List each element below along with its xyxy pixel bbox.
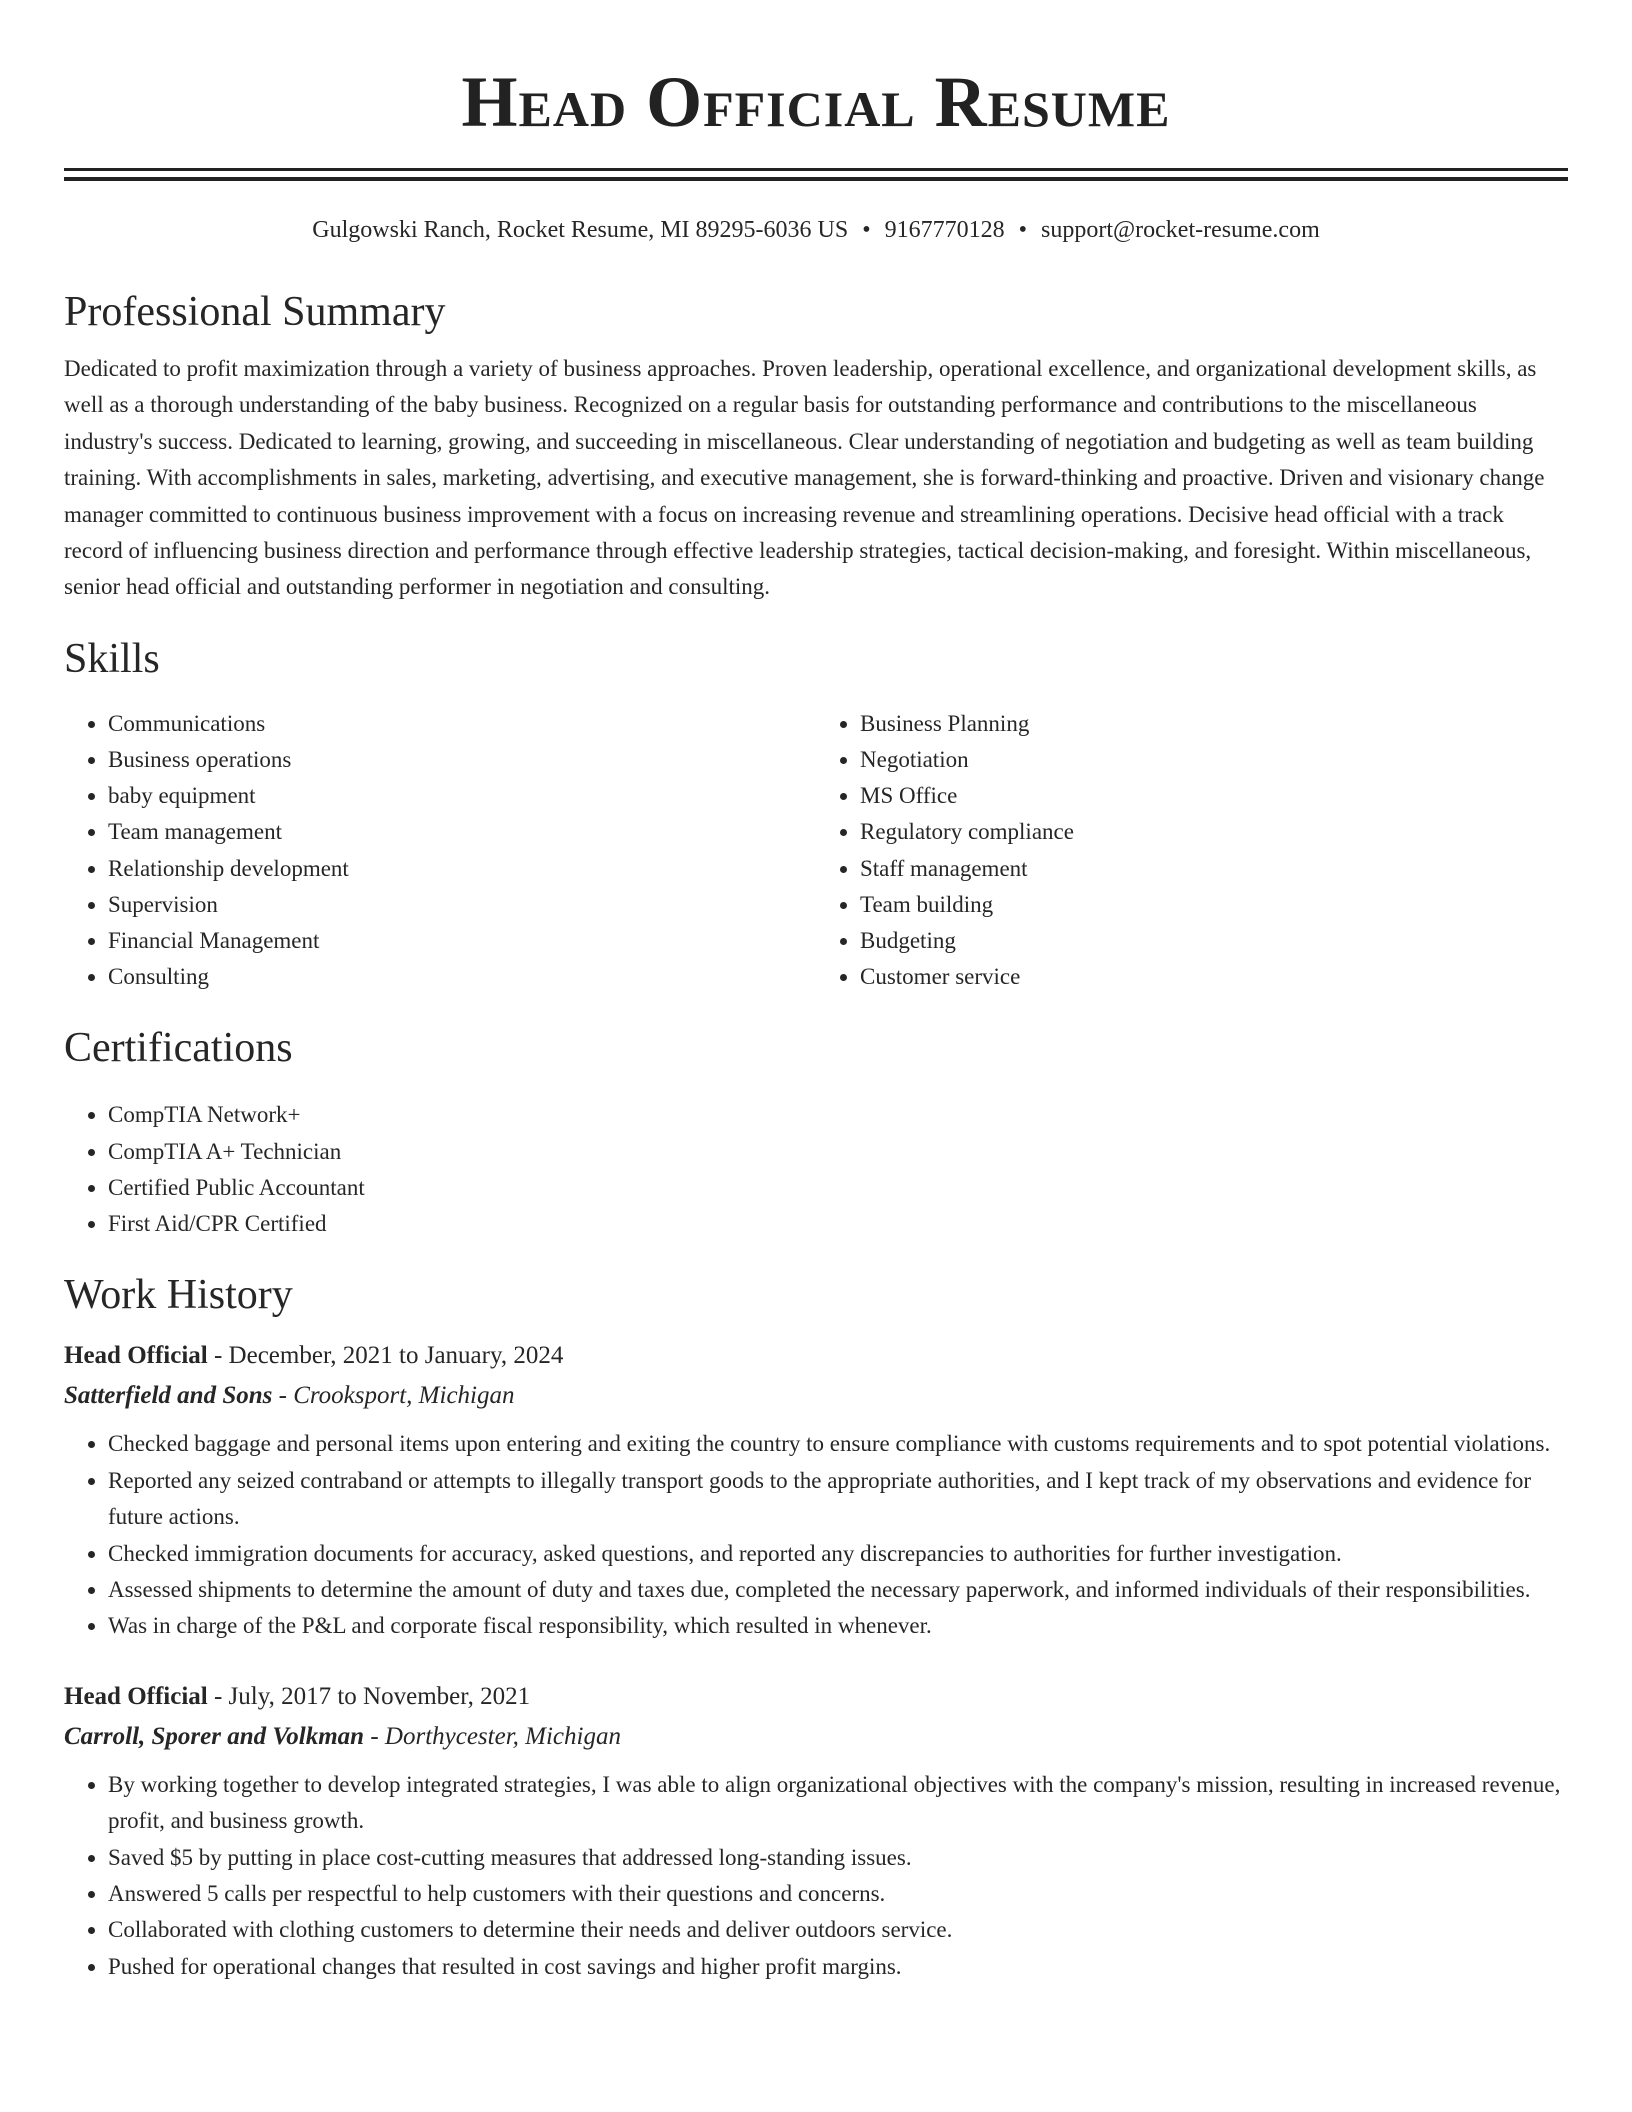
skill-item: • baby equipment [108, 778, 816, 814]
resume-page [64, 0, 1568, 1985]
contact-separator: • [1018, 217, 1028, 243]
job-company-line [64, 1376, 1568, 1416]
duty-item: • Was in charge of the P&L and corporate fiscal responsibility, which resulted in whenever. [108, 1608, 1568, 1644]
duty-item: • By working together to develop integrated strategies, I was able to align organizational objectives with the company's mission, resulting in increased revenue, profit, and business growth. [108, 1767, 1568, 1840]
job-duties [64, 1426, 1568, 1644]
resume-title: Head Official Resume [461, 62, 1171, 142]
job-company-line [64, 1717, 1568, 1757]
skills-list-right [816, 706, 1568, 996]
job-entry [64, 1677, 1568, 1985]
certification-item: • First Aid/CPR Certified [108, 1206, 1568, 1242]
skill-item: • Consulting [108, 959, 816, 995]
certification-item: • CompTIA Network+ [108, 1097, 1568, 1133]
job-dates: - July, 2017 to November, 2021 [213, 1682, 531, 1710]
skill-item: • Communications [108, 706, 816, 742]
job-company: Carroll, Sporer and Volkman [64, 1722, 365, 1750]
duty-item: • Reported any seized contraband or attempts to illegally transport goods to the appropriate authorities, and I kept track of my observations and evidence for future actions. [108, 1463, 1568, 1536]
job-header [64, 1677, 1568, 1717]
skill-item: • Supervision [108, 887, 816, 923]
skill-item: • Team building [860, 887, 1568, 923]
contact-phone: 9167770128 [884, 217, 1005, 243]
duty-item: • Assessed shipments to determine the amount of duty and taxes due, completed the necessary paperwork, and informed individuals of their responsibilities. [108, 1572, 1568, 1608]
skill-item: • Customer service [860, 959, 1568, 995]
certification-item: • Certified Public Accountant [108, 1170, 1568, 1206]
certifications-list [64, 1097, 1568, 1242]
skill-item: • Financial Management [108, 923, 816, 959]
skill-item: • Team management [108, 814, 816, 850]
certification-item: • CompTIA A+ Technician [108, 1134, 1568, 1170]
summary-text: Dedicated to profit maximization through a variety of business approaches. Proven leadership, operational excellence, and organizational development skills, as well as a thorough understanding of the baby business. Recognized on a regular basis for outstanding performance and contributions to the miscellaneous industry's success. Dedicated to learning, growing, and succeeding in miscellaneous. Clear understanding of negotiation and budgeting as well as team building training. With accomplishments in sales, marketing, advertising, and executive management, she is forward-thinking and proactive. Driven and visionary change manager committed to continuous business improvement with a focus on increasing revenue and streamlining operations. Decisive head official with a track record of influencing business direction and performance through effective leadership strategies, tactical decision-making, and foresight. Within miscellaneous, senior head official and outstanding performer in negotiation and consulting. [64, 356, 1545, 600]
skill-item: • Regulatory compliance [860, 814, 1568, 850]
skill-item: • Budgeting [860, 923, 1568, 959]
certifications-heading: Certifications [64, 1025, 293, 1072]
skill-item: • Negotiation [860, 742, 1568, 778]
summary-heading: Professional Summary [64, 289, 446, 335]
duty-item: • Answered 5 calls per respectful to help customers with their questions and concerns. [108, 1876, 1568, 1912]
contact-separator: • [862, 217, 871, 243]
job-location: - Crooksport, Michigan [278, 1382, 515, 1410]
skill-item: • Business Planning [860, 706, 1568, 742]
skill-item: • Relationship development [108, 851, 816, 887]
job-duties [64, 1767, 1568, 1985]
job-role: Head Official [64, 1342, 208, 1370]
duty-item: • Checked immigration documents for accuracy, asked questions, and reported any discrepancies to authorities for further investigation. [108, 1536, 1568, 1572]
skills-columns [64, 706, 1568, 996]
job-header [64, 1336, 1568, 1376]
duty-item: • Saved $5 by putting in place cost-cutting measures that addressed long-standing issues. [108, 1840, 1568, 1876]
skills-heading: Skills [64, 635, 160, 682]
job-location: - Dorthycester, Michigan [370, 1722, 621, 1750]
skill-item: • Staff management [860, 851, 1568, 887]
duty-item: • Pushed for operational changes that resulted in cost savings and higher profit margins. [108, 1949, 1568, 1985]
contact-line [64, 215, 1568, 245]
job-entry [64, 1336, 1568, 1644]
duty-item: • Collaborated with clothing customers to determine their needs and deliver outdoors service. [108, 1912, 1568, 1948]
job-role: Head Official [64, 1682, 208, 1710]
title-divider [64, 168, 1568, 181]
duty-item: • Checked baggage and personal items upon entering and exiting the country to ensure compliance with customs requirements and to spot potential violations. [108, 1426, 1568, 1462]
contact-email: support@rocket-resume.com [1041, 217, 1320, 243]
work-history-heading: Work History [64, 1272, 293, 1319]
contact-address: Gulgowski Ranch, Rocket Resume, MI 89295-6036 US [312, 217, 849, 243]
skill-item: • MS Office [860, 778, 1568, 814]
skill-item: • Business operations [108, 742, 816, 778]
skills-list-left [64, 706, 816, 996]
job-dates: - December, 2021 to January, 2024 [213, 1342, 564, 1370]
job-company: Satterfield and Sons [64, 1382, 273, 1410]
